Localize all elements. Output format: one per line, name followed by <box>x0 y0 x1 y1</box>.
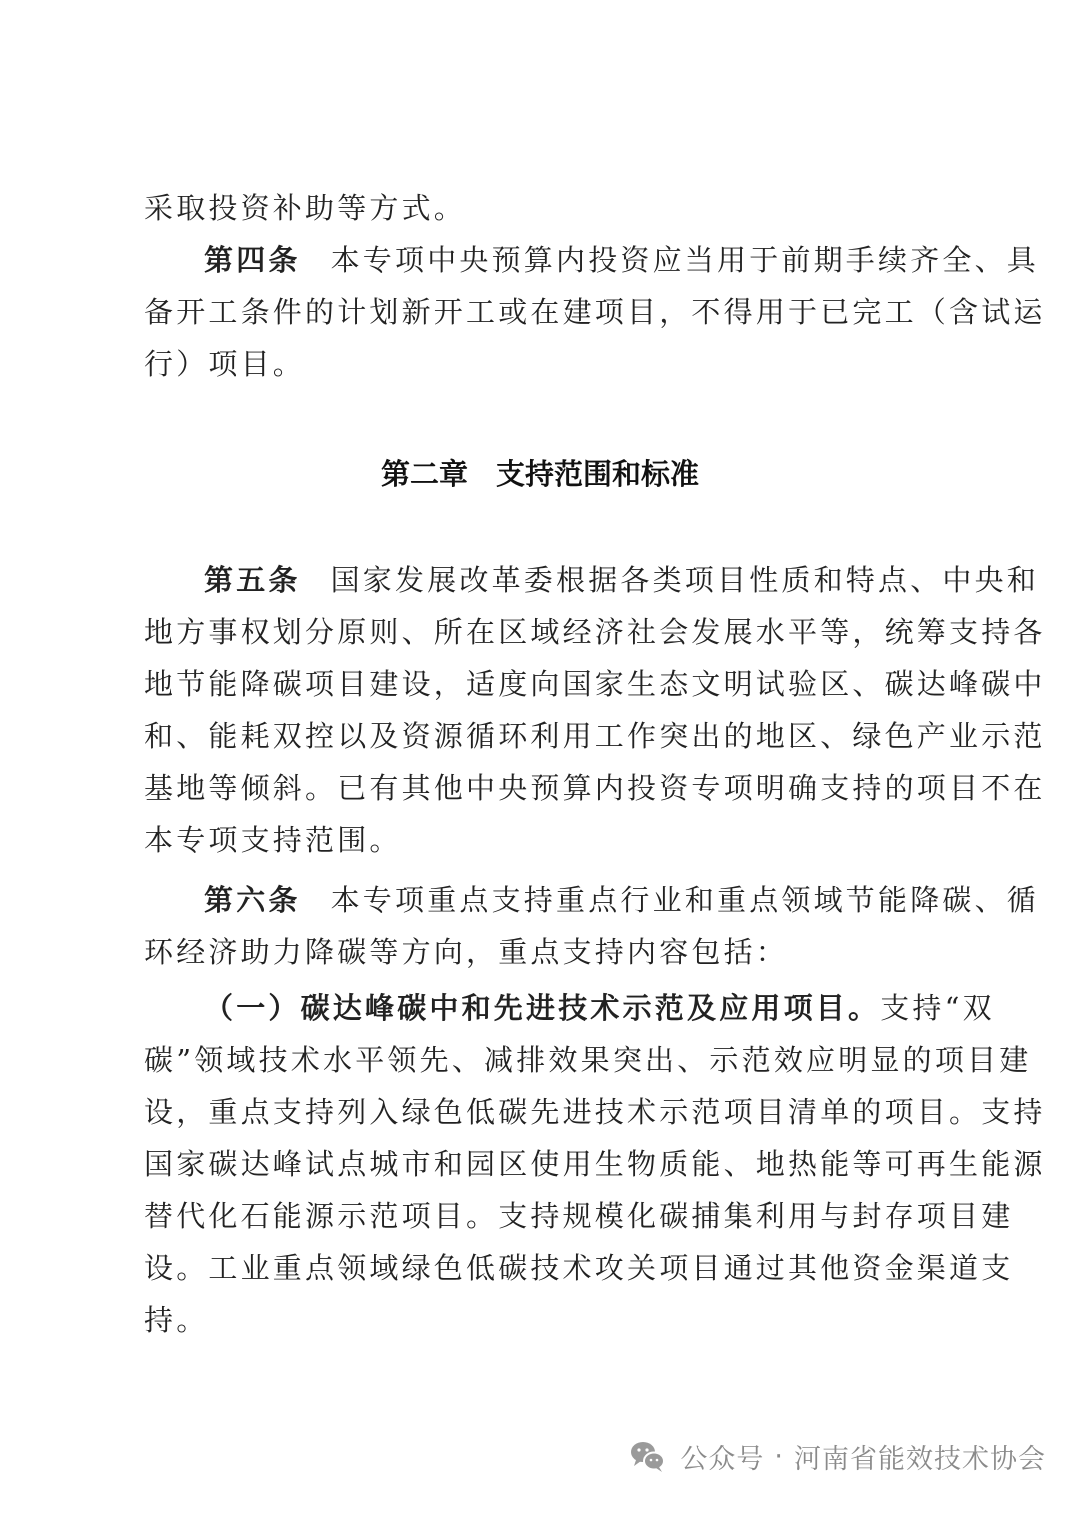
paragraph-line: 和、能耗双控以及资源循环利用工作突出的地区、绿色产业示范 <box>144 719 1046 753</box>
paragraph-line: 本专项支持范围。 <box>144 823 402 857</box>
paragraph-line: 本专项重点支持重点行业和重点领域节能降碳、循 <box>330 883 1040 917</box>
watermark-account-name: 河南省能效技术协会 <box>794 1443 1046 1475</box>
article-5-first-line <box>204 558 1040 602</box>
chapter-title: 支持范围和标准 <box>496 457 700 491</box>
article-5-label: 第五条 <box>204 563 301 597</box>
wechat-icon <box>628 1436 668 1476</box>
paragraph-line: 替代化石能源示范项目。支持规模化碳捕集利用与封存项目建 <box>144 1199 1014 1233</box>
paragraph-line: 备开工条件的计划新开工或在建项目，不得用于已完工（含试运 <box>144 295 1046 329</box>
item-1-first-line <box>204 986 1004 1030</box>
paragraph-line: 本专项中央预算内投资应当用于前期手续齐全、具 <box>330 243 1040 277</box>
paragraph-line: 基地等倾斜。已有其他中央预算内投资专项明确支持的项目不在 <box>144 771 1046 805</box>
item-1-title: （一）碳达峰碳中和先进技术示范及应用项目。 <box>204 991 881 1025</box>
watermark-prefix: 公众号 <box>680 1443 765 1475</box>
article-6-label: 第六条 <box>204 883 301 917</box>
paragraph-line: 持。 <box>144 1303 209 1337</box>
watermark-separator: · <box>774 1440 784 1472</box>
paragraph-line: 行）项目。 <box>144 347 306 381</box>
paragraph-line: 支持“双 <box>880 991 995 1025</box>
paragraph-line: 碳”领域技术水平领先、减排效果突出、示范效应明显的项目建 <box>144 1043 1032 1077</box>
paragraph-line: 地节能降碳项目建设，适度向国家生态文明试验区、碳达峰碳中 <box>144 667 1046 701</box>
article-4-first-line <box>204 238 1040 282</box>
paragraph-line: 国家碳达峰试点城市和园区使用生物质能、地热能等可再生能源 <box>144 1147 1046 1181</box>
paragraph-line: 采取投资补助等方式。 <box>144 191 467 225</box>
paragraph-line: 地方事权划分原则、所在区域经济社会发展水平等，统筹支持各 <box>144 615 1046 649</box>
paragraph-line: 设，重点支持列入绿色低碳先进技术示范项目清单的项目。支持 <box>144 1095 1046 1129</box>
article-6-first-line <box>204 878 1040 922</box>
paragraph-line: 设。工业重点领域绿色低碳技术攻关项目通过其他资金渠道支 <box>144 1251 1014 1285</box>
wechat-watermark <box>628 1430 1046 1482</box>
chapter-heading <box>0 452 1080 496</box>
paragraph-line: 环经济助力降碳等方向，重点支持内容包括： <box>144 935 789 969</box>
paragraph-line: 国家发展改革委根据各类项目性质和特点、中央和 <box>330 563 1040 597</box>
chapter-number: 第二章 <box>380 457 468 491</box>
article-4-label: 第四条 <box>204 243 301 277</box>
